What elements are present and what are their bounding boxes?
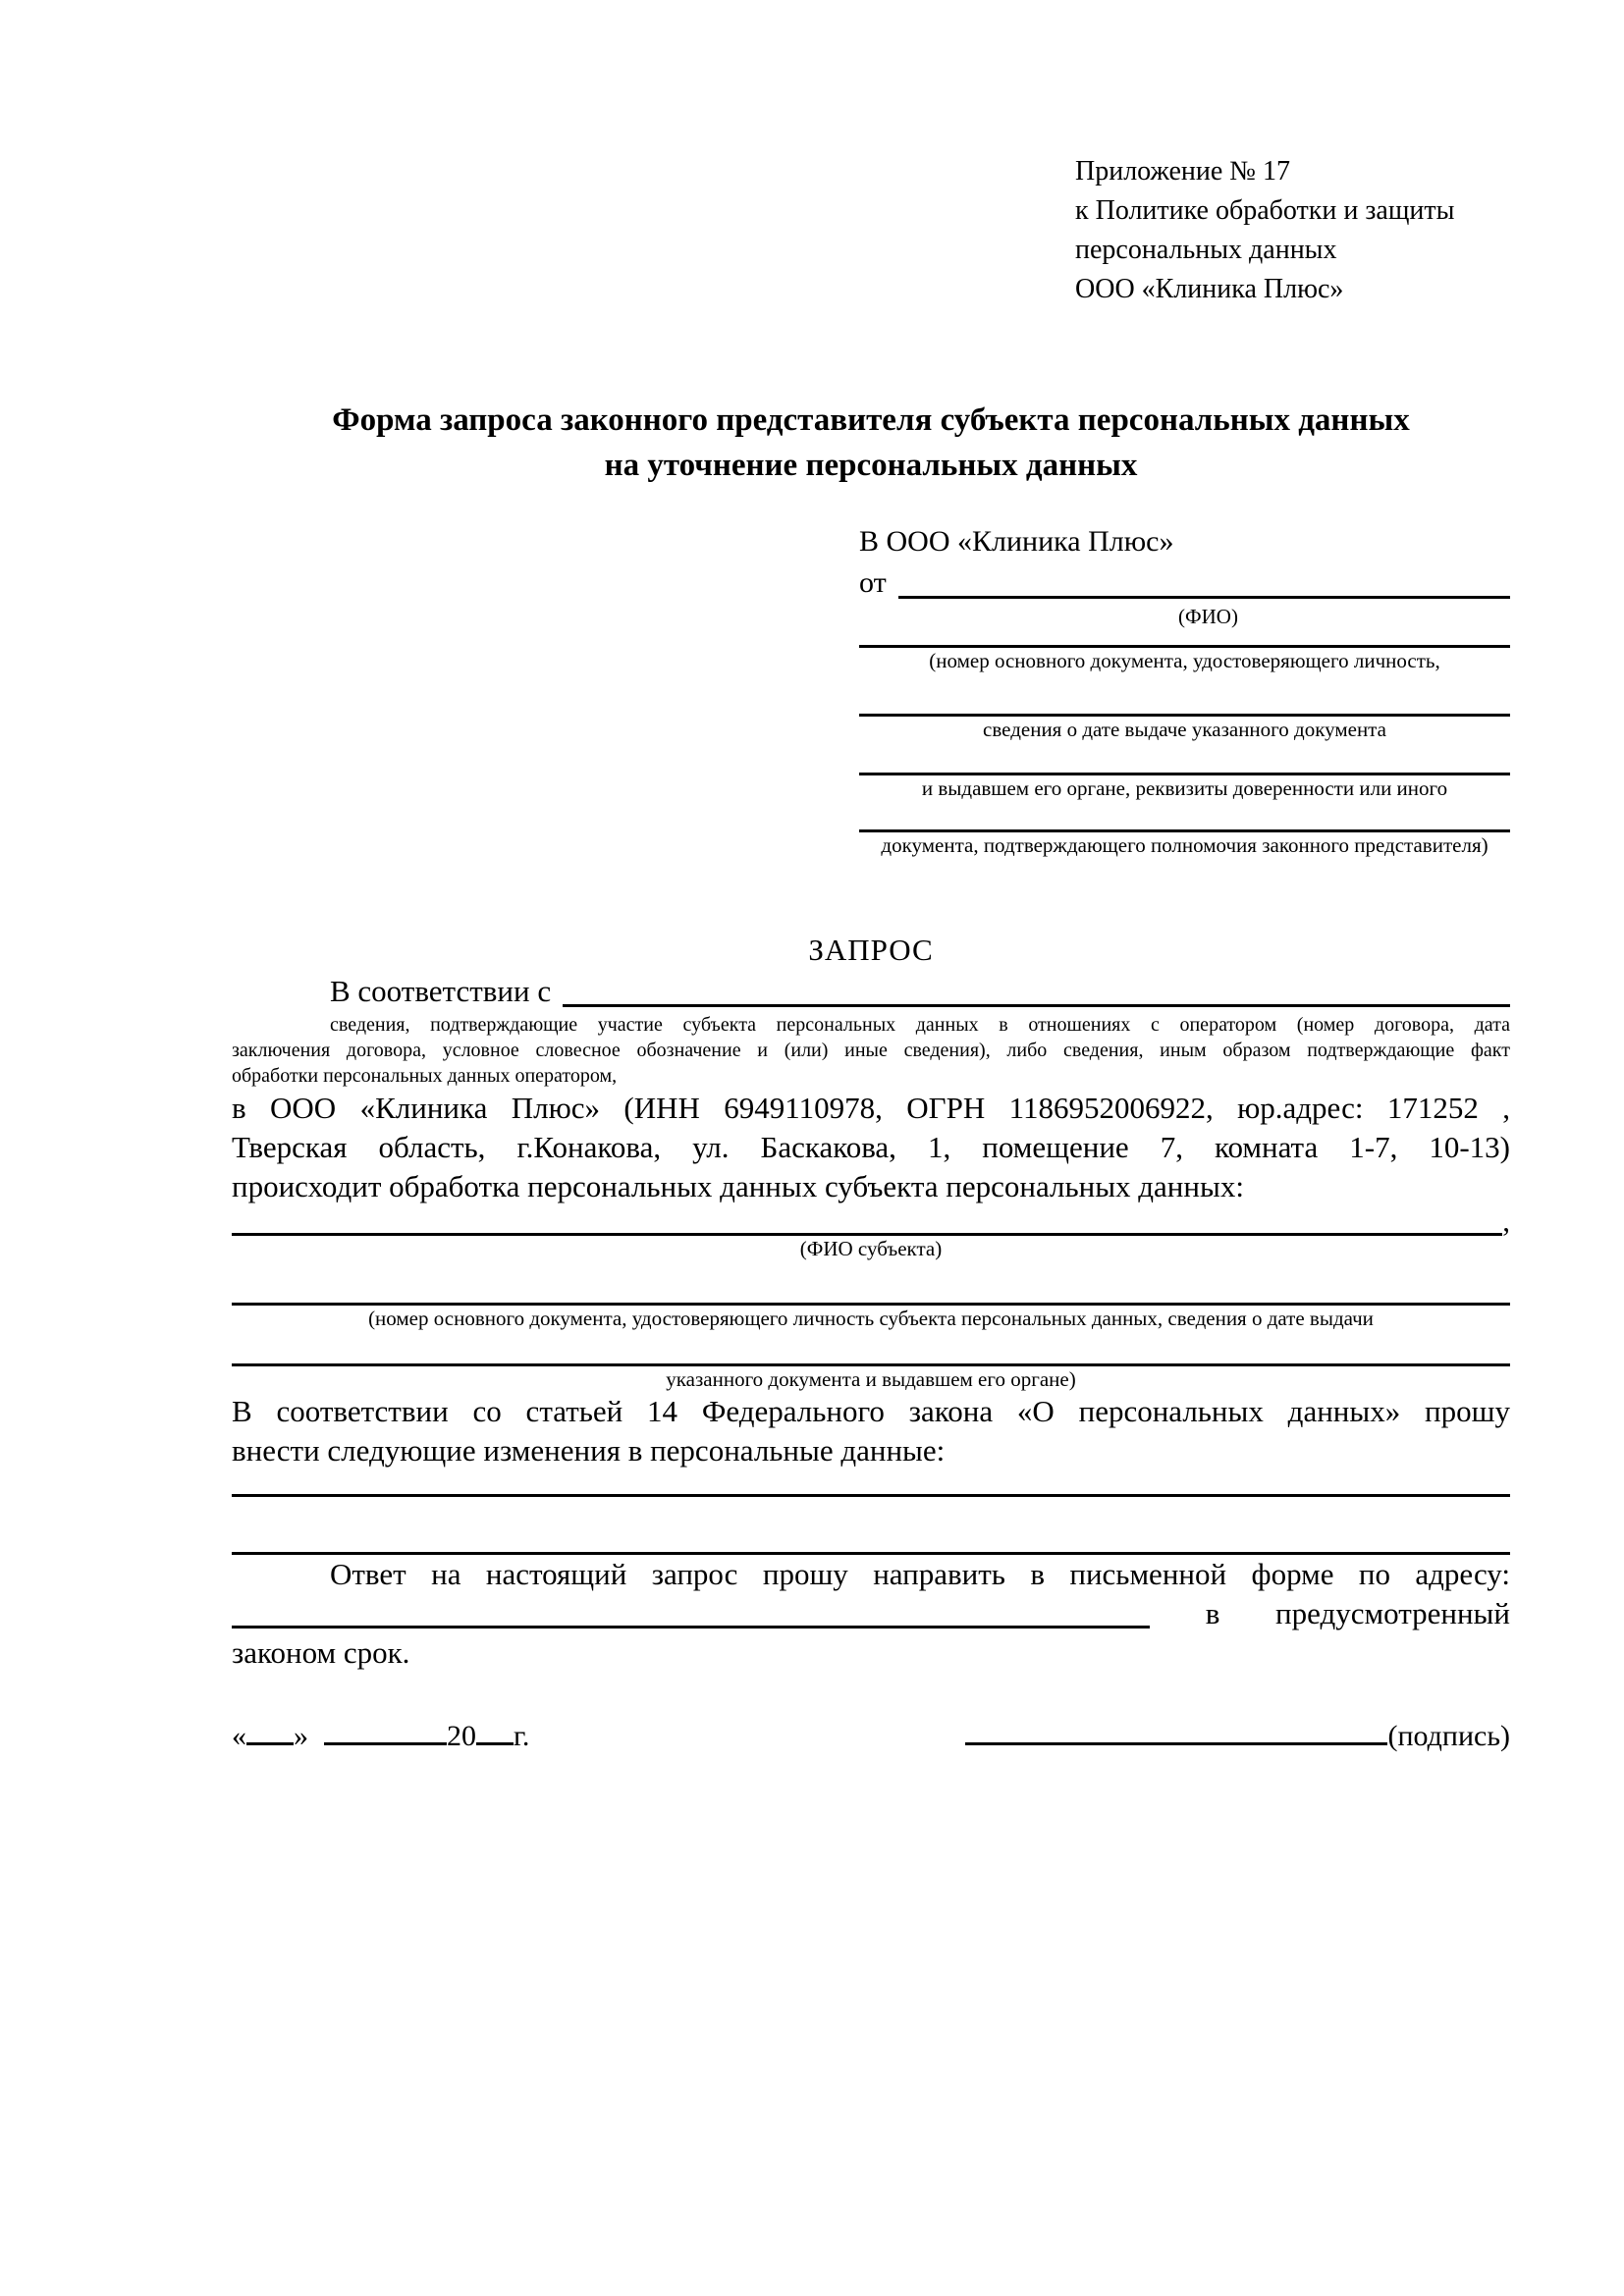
subject-fio-row [232, 1203, 1510, 1238]
appendix-note [1075, 152, 1510, 309]
page-title-line: на уточнение персональных данных [604, 448, 1138, 483]
appendix-line: ООО «Клиника Плюс» [1075, 274, 1344, 304]
operator-paragraph-line: происходит обработка персональных данных субъекта персональных данных: [232, 1169, 1244, 1203]
date-year-blank[interactable] [476, 1713, 514, 1745]
request-heading: ЗАПРОС [808, 933, 934, 967]
subject-doc-caption-2: указанного документа и выдавшем его органе) [666, 1367, 1076, 1391]
representative-doc-caption-4: документа, подтверждающего полномочия законного представителя) [881, 833, 1489, 857]
from-label: от [859, 566, 887, 599]
representative-doc-caption-2: сведения о дате выдаче указанного документа [983, 718, 1386, 741]
law-paragraph [232, 1392, 1510, 1470]
year-prefix: 20 [447, 1720, 476, 1752]
operator-paragraph [232, 1089, 1510, 1206]
basis-footnote-line: сведения, подтверждающие участие субъекта персональных данных в отношениях с оператором (номер договора, дата [330, 1014, 1510, 1036]
reply-address-blank[interactable] [232, 1626, 1150, 1629]
close-quote: » [294, 1720, 308, 1752]
basis-label: В соответствии с [330, 974, 552, 1008]
representative-doc-caption-3: и выдавшем его органе, реквизиты доверенности или иного [921, 776, 1448, 800]
law-paragraph-line: В соответствии со статьей 14 Федерального закона «О персональных данных» прошу [232, 1394, 1510, 1428]
page-title [232, 398, 1510, 488]
reply-word-stipulated: предусмотренный [1275, 1596, 1510, 1630]
fio-caption: (ФИО) [1178, 605, 1238, 628]
basis-row [232, 971, 1510, 1012]
law-paragraph-line: внести следующие изменения в персональные данные: [232, 1433, 946, 1468]
signature-blank[interactable] [965, 1713, 1387, 1745]
page-title-line: Форма запроса законного представителя субъекта персональных данных [332, 402, 1410, 438]
reply-paragraph-tail: законом срок. [232, 1635, 410, 1670]
reply-word-in: в [1205, 1596, 1220, 1630]
date-signature-row [232, 1713, 1510, 1756]
reply-paragraph-line: Ответ на настоящий запрос прошу направить в письменной форме по адресу: [330, 1557, 1510, 1591]
date-field [232, 1713, 529, 1756]
operator-paragraph-line: Тверская область, г.Конакова, ул. Баскакова, 1, помещение 7, комната 1-7, 10-13) [232, 1130, 1510, 1164]
reply-paragraph [232, 1555, 1510, 1673]
appendix-line: к Политике обработки и защиты [1075, 195, 1455, 226]
basis-footnote-line: обработки персональных данных оператором, [232, 1065, 618, 1087]
date-month-blank[interactable] [324, 1713, 447, 1745]
reply-address-row [232, 1594, 1510, 1633]
basis-blank[interactable] [563, 1004, 1510, 1007]
basis-footnote [232, 1012, 1510, 1089]
changes-blank-1[interactable] [232, 1494, 1510, 1497]
subject-fio-caption: (ФИО субъекта) [799, 1237, 943, 1260]
subject-doc-caption-1: (номер основного документа, удостоверяющего личность субъекта персональных данных, сведения о дате выдачи [368, 1307, 1374, 1330]
year-suffix: г. [514, 1720, 530, 1752]
appendix-line: Приложение № 17 [1075, 156, 1290, 187]
open-quote: « [232, 1720, 246, 1752]
appendix-line: персональных данных [1075, 235, 1337, 265]
addressee-block [859, 521, 1510, 858]
signature-caption: (подпись) [1387, 1720, 1510, 1752]
operator-paragraph-line: в ООО «Клиника Плюс» (ИНН 6949110978, ОГРН 1186952006922, юр.адрес: 171252 , [232, 1091, 1510, 1125]
trailing-comma: , [1502, 1203, 1510, 1238]
representative-fio-blank[interactable] [898, 596, 1510, 599]
signature-field [965, 1713, 1510, 1756]
addressee-organization: В ООО «Клиника Плюс» [859, 525, 1174, 558]
representative-doc-caption-1: (номер основного документа, удостоверяющего личность, [929, 649, 1440, 672]
from-row [859, 562, 1510, 604]
basis-footnote-line: заключения договора, условное словесное обозначение и (или) иные сведения), либо сведения, иным образом подтверждающие факт [232, 1040, 1510, 1061]
date-day-blank[interactable] [246, 1713, 294, 1745]
